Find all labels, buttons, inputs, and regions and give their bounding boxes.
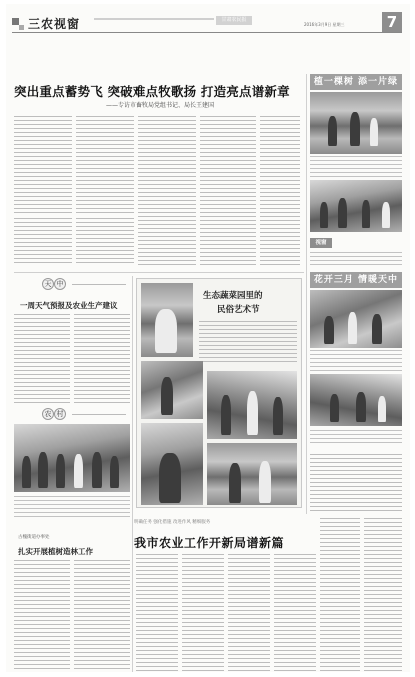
photo-caption-2 bbox=[310, 252, 402, 266]
bottom-body-col-5 bbox=[320, 518, 360, 672]
left-column-rule bbox=[132, 276, 133, 672]
lead-body-col-2 bbox=[76, 116, 134, 214]
tag-char-2: 中 bbox=[54, 278, 66, 290]
page-number: 7 bbox=[382, 12, 402, 32]
lead-subheadline: ——专访市畜牧局党组书记、局长王建国 bbox=[106, 102, 215, 109]
forestry-photo bbox=[14, 424, 130, 492]
feature-photo-2 bbox=[141, 361, 203, 419]
feature-title-line1: 生态蔬菜园里的 bbox=[203, 291, 263, 301]
tag-rule-2 bbox=[72, 414, 126, 415]
forestry-photo-caption bbox=[14, 496, 130, 518]
masthead-square-small-icon bbox=[19, 25, 24, 30]
masthead-square-icon bbox=[12, 18, 19, 25]
photo-caption-1 bbox=[310, 156, 402, 178]
tag-rule bbox=[72, 284, 126, 285]
section-title: 三农视窗 bbox=[28, 17, 81, 31]
weather-body-col-2 bbox=[74, 314, 130, 406]
tag-char-1: 天 bbox=[42, 278, 54, 290]
tree-planting-photo-1 bbox=[310, 92, 402, 154]
paper-name: 甘肃农民报 bbox=[216, 16, 252, 25]
feature-photo-main bbox=[141, 283, 193, 357]
lead-body-col-1 bbox=[14, 116, 72, 214]
feature-photo-3 bbox=[207, 371, 297, 439]
weather-body-col-1 bbox=[14, 314, 70, 406]
lead-headline: 突出重点蓄势飞 突破难点牧歌扬 打造亮点谱新章 bbox=[14, 84, 290, 99]
festival-photo-2 bbox=[310, 374, 402, 426]
lead-body-col-3 bbox=[138, 116, 196, 266]
tag-char-3: 农 bbox=[42, 408, 54, 420]
lead-body-col-5 bbox=[260, 116, 300, 266]
rural-tag bbox=[14, 408, 130, 420]
bottom-body-col-4 bbox=[274, 554, 316, 672]
tag-char-4: 村 bbox=[54, 408, 66, 420]
lead-body-col-2b bbox=[76, 218, 134, 266]
weather-tag bbox=[14, 278, 130, 290]
photo-caption-4 bbox=[310, 430, 402, 446]
right-column-rule bbox=[306, 74, 307, 514]
bottom-headline: 我市农业工作开新局谱新篇 bbox=[134, 536, 285, 550]
feature-photo-4 bbox=[141, 423, 203, 505]
right-top-strip: 植一棵树 添一片绿 bbox=[310, 74, 402, 90]
festival-photo-1 bbox=[310, 290, 402, 348]
masthead-divider bbox=[12, 32, 402, 33]
photo-caption-3 bbox=[310, 350, 402, 372]
bottom-body-col-3 bbox=[228, 554, 270, 672]
section-chip: 视窗 bbox=[310, 238, 332, 248]
tree-planting-photo-2 bbox=[310, 180, 402, 232]
masthead bbox=[12, 12, 402, 40]
feature-photo-5 bbox=[207, 443, 297, 505]
feature-body-text bbox=[199, 321, 297, 365]
forestry-body-col-1 bbox=[14, 560, 70, 672]
lead-body-col-4 bbox=[200, 116, 256, 266]
lead-bottom-rule bbox=[14, 272, 304, 273]
masthead-rule bbox=[94, 18, 214, 20]
forestry-headline: 扎实开展植树造林工作 bbox=[18, 547, 93, 556]
feature-title-line2: 民俗艺术节 bbox=[217, 305, 260, 315]
feature-box bbox=[136, 278, 302, 508]
forestry-body-col-2 bbox=[74, 560, 130, 672]
bottom-body-col-2 bbox=[182, 554, 224, 672]
right-middle-strip: 花开三月 情暖天中 bbox=[310, 272, 402, 288]
right-column-text bbox=[310, 454, 402, 514]
bottom-body-col-6 bbox=[364, 518, 402, 672]
lead-body-col-1b bbox=[14, 218, 72, 266]
bottom-kicker: 明确任务 强化措施 改进作风 精细服务 bbox=[134, 520, 211, 525]
weather-headline: 一周天气预报及农业生产建议 bbox=[20, 301, 118, 310]
issue-date: 2016年3月9日 星期三 bbox=[304, 22, 345, 27]
bottom-body-col-1 bbox=[136, 554, 178, 672]
forestry-kicker: 古槐街道办事处 bbox=[18, 535, 50, 540]
newspaper-page bbox=[6, 4, 410, 672]
